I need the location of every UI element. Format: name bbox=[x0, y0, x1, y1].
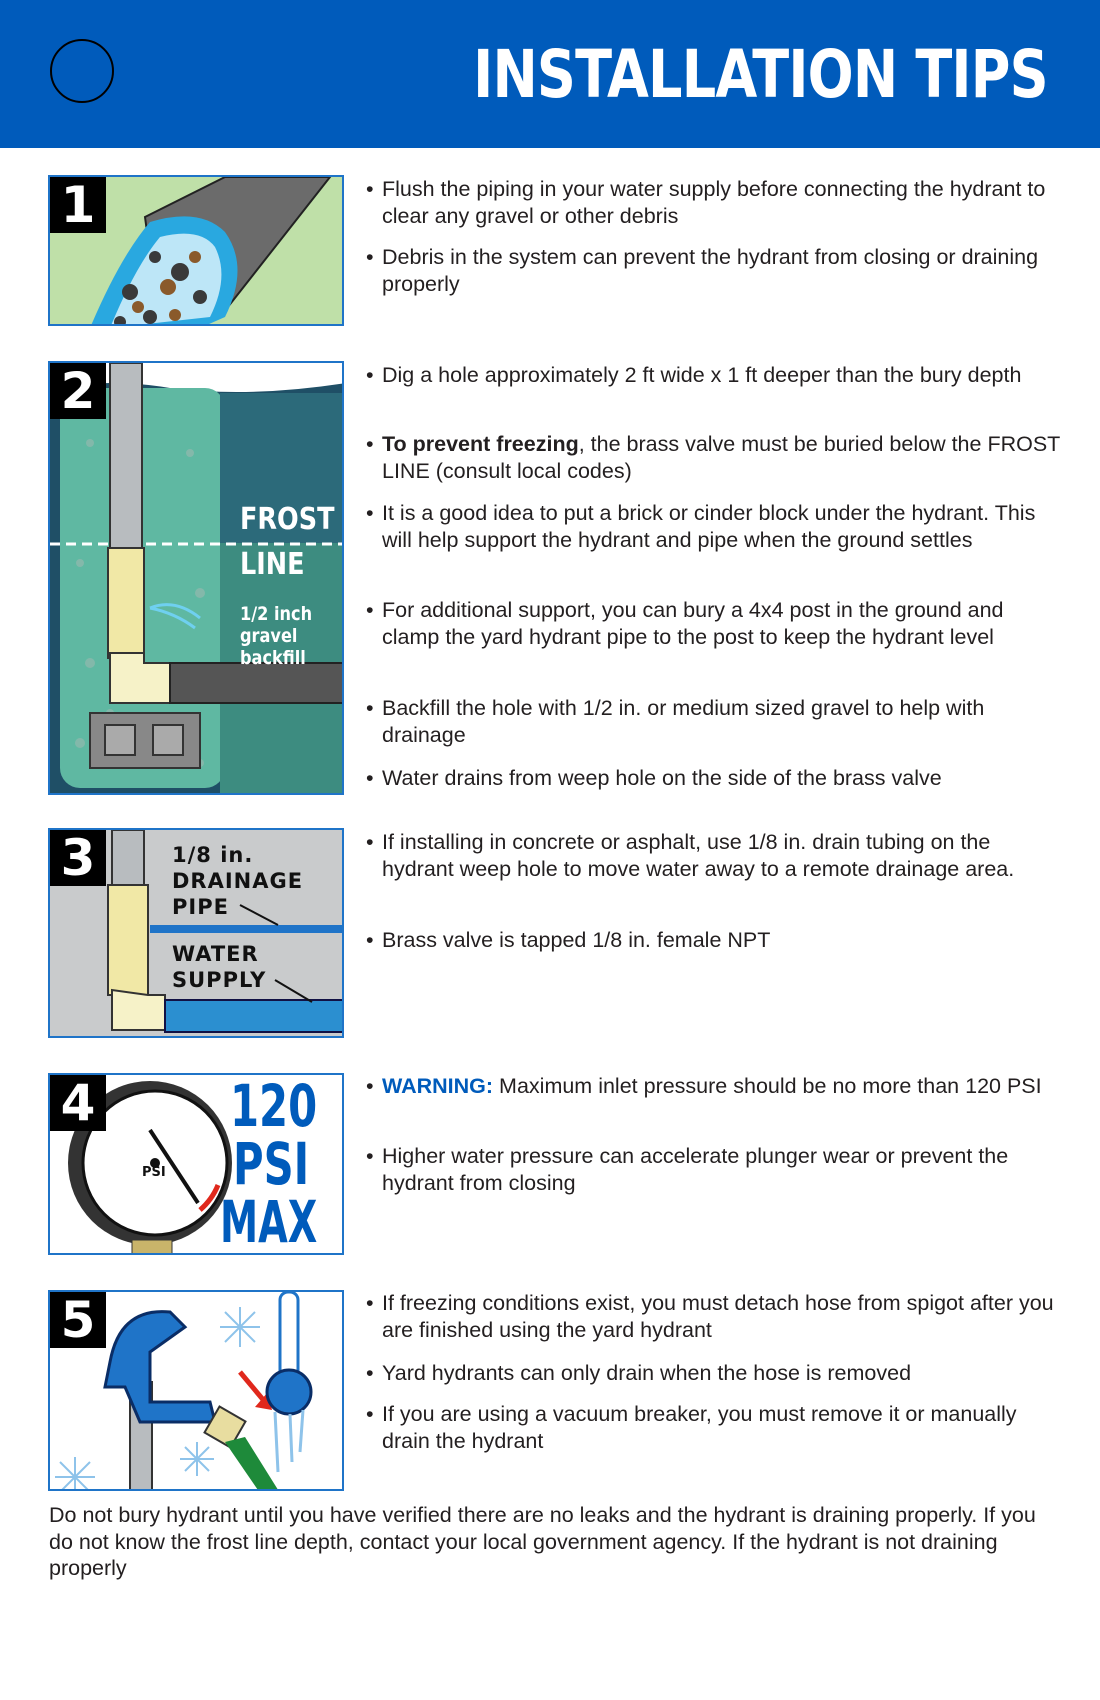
text: , the brass valve must be buried below the FROST LINE (consult local codes) bbox=[382, 432, 1060, 483]
bold-text: To prevent freezing bbox=[382, 432, 579, 456]
drainage-label: DRAINAGE bbox=[172, 869, 304, 893]
step-2-bullet: • Dig a hole approximately 2 ft wide x 1 ft deeper than the bury depth bbox=[366, 362, 1066, 389]
step-number: 3 bbox=[50, 830, 106, 886]
warning-label: WARNING: bbox=[382, 1074, 494, 1098]
drainage-label: PIPE bbox=[172, 895, 229, 919]
step-2-bullet: • It is a good idea to put a brick or cinder block under the hydrant. This will help support the hydrant and pipe when the ground settles bbox=[366, 500, 1066, 554]
footer-note: Do not bury hydrant until you have verified there are no leaks and the hydrant is draining properly. If you do not know the frost line depth, contact your local government agency. If the hydrant is not draining properly bbox=[49, 1503, 1036, 1580]
step-number: 1 bbox=[50, 177, 106, 233]
step-4-bullet bbox=[366, 1073, 1066, 1100]
step-4-illustration bbox=[48, 1073, 344, 1255]
gauge-label: PSI bbox=[142, 1165, 166, 1180]
step-5-illustration bbox=[48, 1290, 344, 1491]
drainage-label: 1/8 in. bbox=[172, 843, 254, 867]
step-1-illustration bbox=[48, 175, 344, 326]
gravel-label: 1/2 inch bbox=[240, 603, 313, 625]
header-banner bbox=[0, 0, 1100, 148]
step-5-bullet: • If freezing conditions exist, you must detach hose from spigot after you are finished using the yard hydrant bbox=[366, 1290, 1066, 1344]
line-label: LINE bbox=[240, 547, 305, 582]
logo-circle bbox=[50, 39, 114, 103]
step-2-bullet bbox=[366, 431, 1066, 485]
step-3-illustration bbox=[48, 828, 344, 1038]
page-title: INSTALLATION TIPS bbox=[473, 36, 1048, 113]
step-3-bullet: • Brass valve is tapped 1/8 in. female NPT bbox=[366, 927, 1066, 954]
step-2-bullet: • Water drains from weep hole on the side of the brass valve bbox=[366, 765, 1066, 792]
step-1-bullet: • Debris in the system can prevent the hydrant from closing or draining properly bbox=[366, 244, 1066, 298]
water-supply-label: SUPPLY bbox=[172, 968, 267, 992]
step-2-bullet: • Backfill the hole with 1/2 in. or medium sized gravel to help with drainage bbox=[366, 695, 1066, 749]
step-3-bullet: • If installing in concrete or asphalt, use 1/8 in. drain tubing on the hydrant weep hole to move water away to a remote drainage area. bbox=[366, 829, 1066, 883]
text: Maximum inlet pressure should be no more than 120 PSI bbox=[493, 1074, 1042, 1098]
gravel-label: backfill bbox=[240, 647, 306, 669]
psi-label: PSI bbox=[233, 1130, 310, 1198]
psi-label: MAX bbox=[220, 1188, 318, 1255]
step-1-bullet: • Flush the piping in your water supply before connecting the hydrant to clear any gravel or other debris bbox=[366, 176, 1066, 230]
step-number: 2 bbox=[50, 363, 106, 419]
step-2-bullet: • For additional support, you can bury a 4x4 post in the ground and clamp the yard hydrant pipe to the post to keep the hydrant level bbox=[366, 597, 1066, 651]
psi-label: 120 bbox=[230, 1073, 318, 1140]
step-number: 4 bbox=[50, 1075, 106, 1131]
step-5-bullet: • Yard hydrants can only drain when the hose is removed bbox=[366, 1360, 1066, 1387]
water-supply-label: WATER bbox=[172, 942, 259, 966]
gravel-label: gravel bbox=[240, 625, 298, 647]
step-number: 5 bbox=[50, 1292, 106, 1348]
frost-label: FROST bbox=[240, 502, 335, 537]
step-5-bullet: • If you are using a vacuum breaker, you must remove it or manually drain the hydrant bbox=[366, 1401, 1066, 1455]
step-4-bullet: • Higher water pressure can accelerate plunger wear or prevent the hydrant from closing bbox=[366, 1143, 1066, 1197]
step-2-illustration bbox=[48, 361, 344, 795]
